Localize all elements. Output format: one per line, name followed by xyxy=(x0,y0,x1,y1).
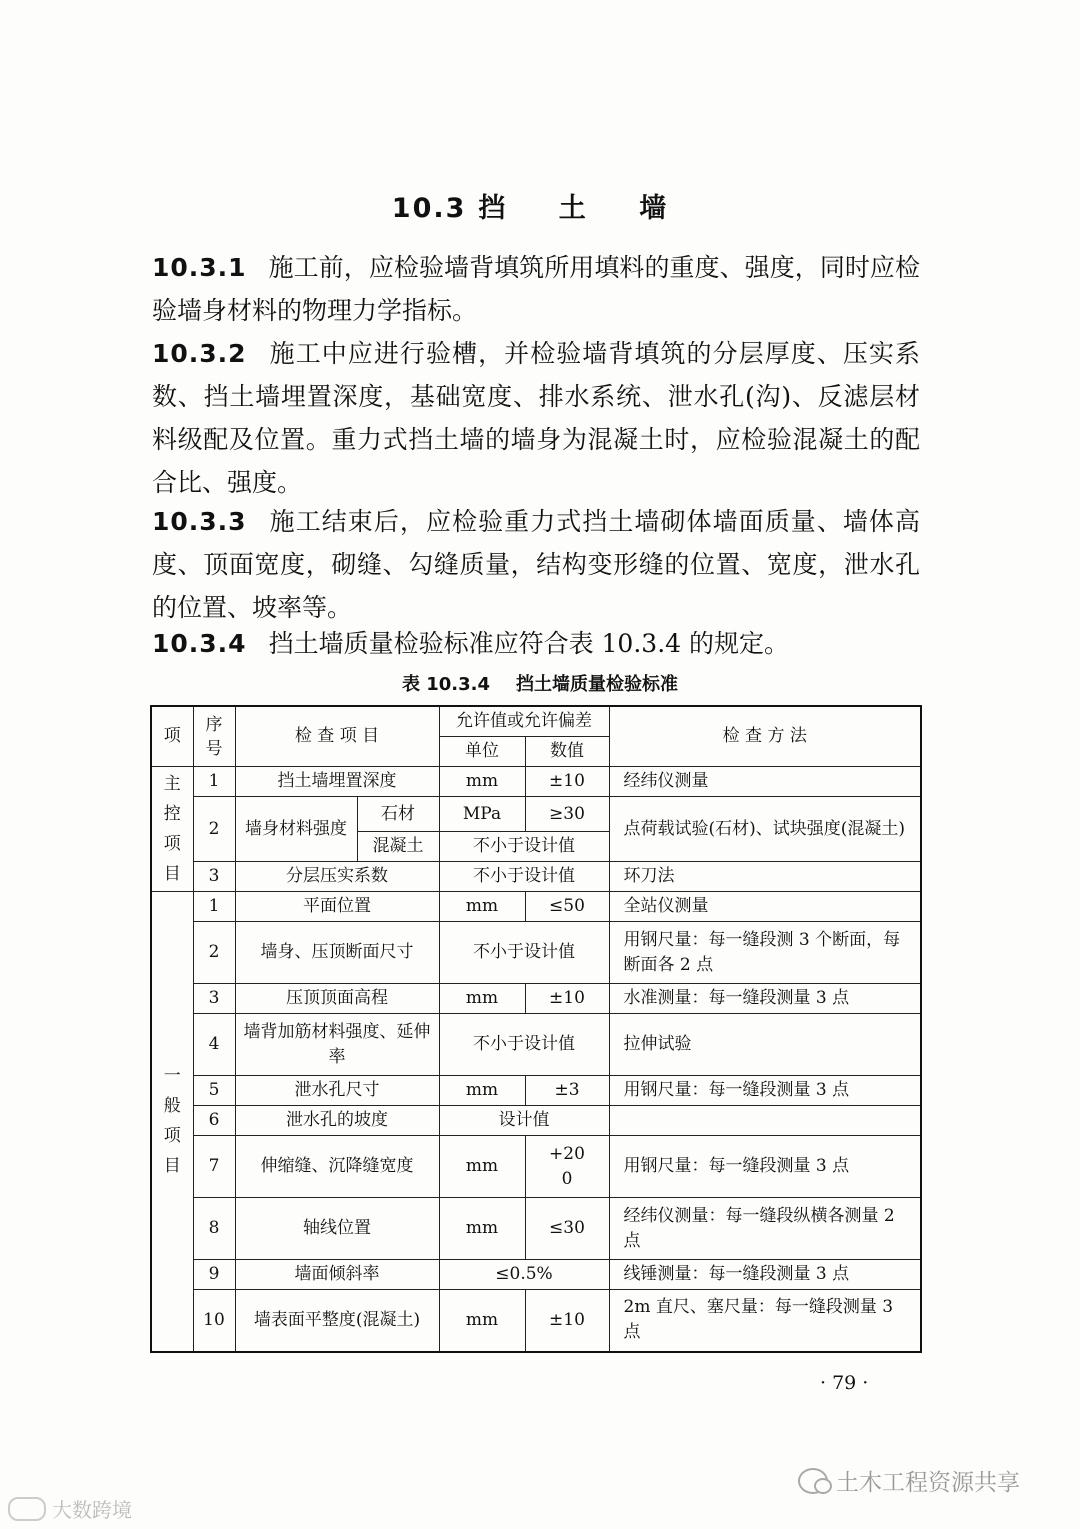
watermark-left: 大数跨境 xyxy=(8,1494,132,1523)
group-general: 一般项目 xyxy=(151,892,193,1352)
table-row: 8 轴线位置 mm ≤30 经纬仪测量：每一缝段纵横各测量 2 点 xyxy=(151,1198,921,1260)
table-row: 2 墙身材料强度 石材 MPa ≥30 点荷载试验(石材)、试块强度(混凝土) xyxy=(151,797,921,832)
header-allow: 允许值或允许偏差 xyxy=(439,706,609,737)
table-row: 3 分层压实系数 不小于设计值 环刀法 xyxy=(151,862,921,892)
group-main: 主控项目 xyxy=(151,767,193,892)
section-heading: 挡 土 墙 xyxy=(478,193,689,224)
paragraph-10-3-1: 10.3.1 施工前，应检验墙背填筑所用填料的重度、强度，同时应检验墙身材料的物理力学指标。 xyxy=(152,253,920,325)
table-row: 10 墙表面平整度(混凝土) mm ±10 2m 直尺、塞尺量：每一缝段测量 3 点 xyxy=(151,1290,921,1352)
section-number: 10.3 xyxy=(391,193,467,224)
header-method: 检 查 方 法 xyxy=(609,706,921,767)
logo-icon xyxy=(8,1497,46,1521)
wechat-icon xyxy=(798,1468,828,1494)
paragraph-10-3-2: 10.3.2 施工中应进行验槽，并检验墙背填筑的分层厚度、压实系数、挡土墙埋置深度，基础宽度、排水系统、泄水孔(沟)、反滤层材料级配及位置。重力式挡土墙的墙身为混凝土时，应检验混凝土的配合比、强度。 xyxy=(152,339,920,497)
table-row: 一般项目 1 平面位置 mm ≤50 全站仪测量 xyxy=(151,892,921,922)
header-value: 数值 xyxy=(525,737,609,767)
table-row: 混凝土 不小于设计值 xyxy=(151,832,921,862)
quality-table xyxy=(150,705,922,1353)
section-title xyxy=(0,186,1080,225)
table-row: 4 墙背加筋材料强度、延伸率 不小于设计值 拉伸试验 xyxy=(151,1014,921,1076)
header-seq: 序号 xyxy=(193,706,235,767)
table-caption: 表 10.3.4 挡土墙质量检验标准 xyxy=(401,674,679,695)
header-check-item: 检 查 项 目 xyxy=(235,706,439,767)
header-unit: 单位 xyxy=(439,737,525,767)
table-row: 9 墙面倾斜率 ≤0.5% 线锤测量：每一缝段测量 3 点 xyxy=(151,1260,921,1290)
table-row: 6 泄水孔的坡度 设计值 xyxy=(151,1106,921,1136)
watermark-right: 土木工程资源共享 xyxy=(798,1464,1020,1497)
table-row: 5 泄水孔尺寸 mm ±3 用钢尺量：每一缝段测量 3 点 xyxy=(151,1076,921,1106)
table-row: 主控项目 1 挡土墙埋置深度 mm ±10 经纬仪测量 xyxy=(151,767,921,797)
table-row: 7 伸缩缝、沉降缝宽度 mm +20 0 用钢尺量：每一缝段测量 3 点 xyxy=(151,1136,921,1198)
page-number: · 79 · xyxy=(820,1372,869,1394)
paragraph-10-3-4: 10.3.4 挡土墙质量检验标准应符合表 10.3.4 的规定。 xyxy=(152,629,789,658)
table-row: 3 压顶顶面高程 mm ±10 水准测量：每一缝段测量 3 点 xyxy=(151,984,921,1014)
paragraph-10-3-3: 10.3.3 施工结束后，应检验重力式挡土墙砌体墙面质量、墙体高度、顶面宽度，砌缝、勾缝质量，结构变形缝的位置、宽度，泄水孔的位置、坡率等。 xyxy=(152,507,920,622)
header-item: 项 xyxy=(151,706,193,767)
table-row: 2 墙身、压顶断面尺寸 不小于设计值 用钢尺量：每一缝段测 3 个断面，每断面各 2 点 xyxy=(151,922,921,984)
